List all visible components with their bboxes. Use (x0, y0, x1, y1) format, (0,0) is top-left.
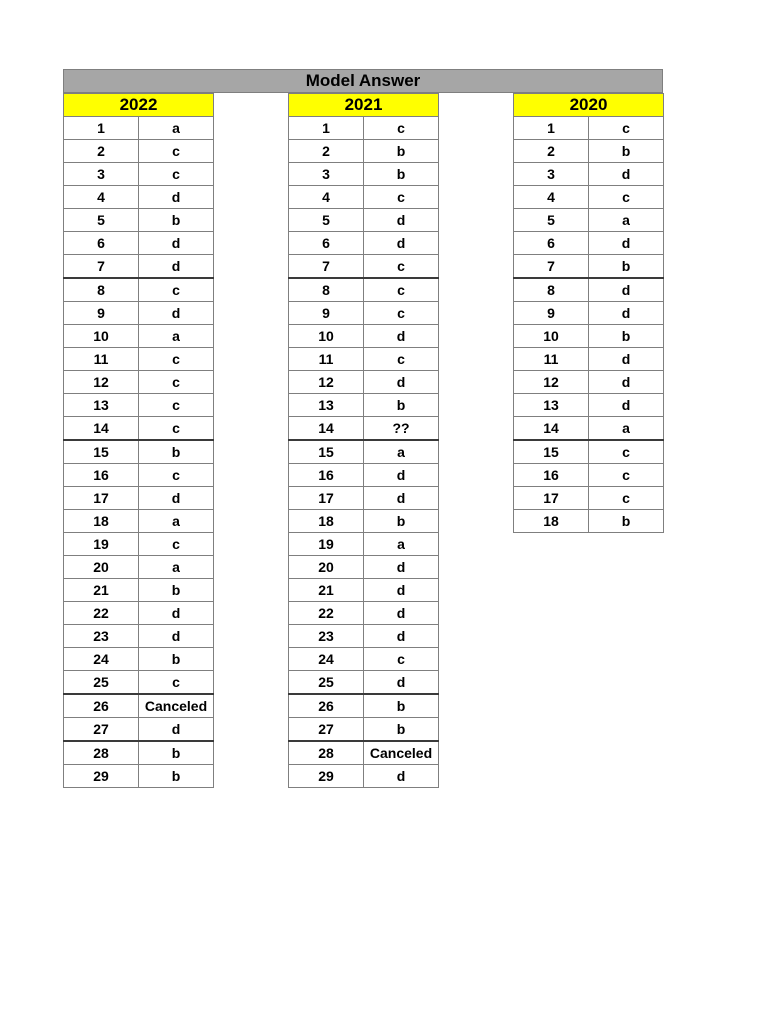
table-row (64, 440, 214, 464)
answer-cell: d (589, 371, 664, 394)
table-row (64, 232, 214, 255)
answer-cell: d (139, 255, 214, 279)
table-row (64, 140, 214, 163)
question-number: 3 (514, 163, 589, 186)
table-row (514, 278, 664, 302)
table-row (289, 117, 439, 140)
question-number: 16 (514, 464, 589, 487)
answer-cell: b (364, 163, 439, 186)
table-row (64, 464, 214, 487)
answer-cell: b (139, 765, 214, 788)
table-row (289, 648, 439, 671)
table-row (64, 117, 214, 140)
question-number: 20 (64, 556, 139, 579)
question-number: 15 (64, 440, 139, 464)
table-row (64, 556, 214, 579)
table-row (514, 186, 664, 209)
table-row (289, 579, 439, 602)
answer-cell: b (589, 255, 664, 279)
table-row (289, 278, 439, 302)
answer-cell: b (139, 209, 214, 232)
table-row (514, 140, 664, 163)
table-row (289, 140, 439, 163)
answer-cell: d (589, 163, 664, 186)
answer-cell: d (589, 394, 664, 417)
answer-cell: b (364, 140, 439, 163)
table-row (64, 209, 214, 232)
table-row (514, 464, 664, 487)
table-row (64, 718, 214, 742)
question-number: 14 (289, 417, 364, 441)
answer-cell: d (364, 625, 439, 648)
question-number: 23 (289, 625, 364, 648)
table-row (514, 510, 664, 533)
table-row (514, 348, 664, 371)
question-number: 11 (289, 348, 364, 371)
answer-cell: d (364, 602, 439, 625)
answer-cell: b (139, 440, 214, 464)
question-number: 4 (64, 186, 139, 209)
table-row (289, 325, 439, 348)
question-number: 11 (514, 348, 589, 371)
answer-cell: a (139, 510, 214, 533)
question-number: 10 (289, 325, 364, 348)
answer-cell: c (364, 278, 439, 302)
answer-cell: c (139, 371, 214, 394)
answer-table-2020 (513, 93, 664, 533)
question-number: 12 (514, 371, 589, 394)
question-number: 15 (289, 440, 364, 464)
answer-cell: c (139, 464, 214, 487)
answer-cell: d (364, 487, 439, 510)
answer-cell: c (139, 394, 214, 417)
answer-cell: b (139, 648, 214, 671)
table-row (289, 487, 439, 510)
answer-cell: b (364, 394, 439, 417)
question-number: 20 (289, 556, 364, 579)
question-number: 16 (64, 464, 139, 487)
year-header: 2022 (64, 94, 214, 117)
answer-cell: c (139, 348, 214, 371)
answer-cell: d (589, 348, 664, 371)
table-row (289, 417, 439, 441)
question-number: 26 (289, 694, 364, 718)
question-number: 17 (514, 487, 589, 510)
table-row (289, 556, 439, 579)
question-number: 27 (64, 718, 139, 742)
question-number: 5 (289, 209, 364, 232)
question-number: 26 (64, 694, 139, 718)
answer-cell: d (139, 232, 214, 255)
question-number: 21 (64, 579, 139, 602)
question-number: 19 (64, 533, 139, 556)
answer-table-2022 (63, 93, 214, 788)
answer-cell: d (364, 209, 439, 232)
table-row (64, 579, 214, 602)
question-number: 7 (514, 255, 589, 279)
question-number: 14 (514, 417, 589, 441)
answer-cell: a (364, 440, 439, 464)
answer-cell: d (364, 579, 439, 602)
table-row (289, 163, 439, 186)
question-number: 29 (64, 765, 139, 788)
question-number: 8 (514, 278, 589, 302)
question-number: 1 (289, 117, 364, 140)
answer-cell: c (364, 117, 439, 140)
question-number: 2 (289, 140, 364, 163)
table-row (514, 302, 664, 325)
table-row (514, 209, 664, 232)
question-number: 28 (289, 741, 364, 765)
answer-cell: d (139, 602, 214, 625)
question-number: 6 (289, 232, 364, 255)
table-row (289, 371, 439, 394)
answer-cell: c (139, 163, 214, 186)
answer-cell: a (364, 533, 439, 556)
answer-cell: c (589, 117, 664, 140)
question-number: 14 (64, 417, 139, 441)
answer-cell: c (139, 671, 214, 695)
question-number: 3 (64, 163, 139, 186)
table-row (514, 232, 664, 255)
table-row (64, 186, 214, 209)
question-number: 2 (64, 140, 139, 163)
question-number: 9 (289, 302, 364, 325)
question-number: 29 (289, 765, 364, 788)
answer-cell: c (139, 417, 214, 441)
answer-cell: d (589, 278, 664, 302)
table-row (64, 302, 214, 325)
table-row (289, 671, 439, 695)
answer-cell: a (589, 417, 664, 441)
answer-cell: c (364, 648, 439, 671)
table-row (64, 255, 214, 279)
question-number: 17 (289, 487, 364, 510)
question-number: 10 (64, 325, 139, 348)
question-number: 5 (64, 209, 139, 232)
question-number: 15 (514, 440, 589, 464)
table-row (289, 440, 439, 464)
answer-cell: d (139, 718, 214, 742)
table-row (289, 602, 439, 625)
question-number: 22 (289, 602, 364, 625)
answer-cell: d (139, 302, 214, 325)
answer-cell: a (139, 117, 214, 140)
question-number: 18 (514, 510, 589, 533)
question-number: 3 (289, 163, 364, 186)
question-number: 22 (64, 602, 139, 625)
answer-cell: c (139, 278, 214, 302)
answer-cell: d (364, 671, 439, 695)
table-row (514, 394, 664, 417)
question-number: 17 (64, 487, 139, 510)
table-row (289, 232, 439, 255)
table-row (289, 741, 439, 765)
answer-table-2021 (288, 93, 439, 788)
table-row (514, 371, 664, 394)
answer-cell: b (589, 140, 664, 163)
answer-cell: d (139, 186, 214, 209)
table-row (64, 533, 214, 556)
question-number: 24 (289, 648, 364, 671)
question-number: 6 (64, 232, 139, 255)
table-row (64, 625, 214, 648)
table-row (289, 625, 439, 648)
answer-cell: b (589, 325, 664, 348)
table-row (64, 417, 214, 441)
answer-cell: b (589, 510, 664, 533)
table-row (64, 602, 214, 625)
answer-cell: a (589, 209, 664, 232)
answer-cell: b (139, 579, 214, 602)
table-row (289, 394, 439, 417)
table-row (64, 741, 214, 765)
sheet-title: Model Answer (63, 69, 663, 93)
question-number: 4 (514, 186, 589, 209)
table-row (64, 671, 214, 695)
question-number: 7 (64, 255, 139, 279)
question-number: 19 (289, 533, 364, 556)
question-number: 2 (514, 140, 589, 163)
answer-cell: c (364, 255, 439, 279)
question-number: 11 (64, 348, 139, 371)
table-row (514, 325, 664, 348)
question-number: 23 (64, 625, 139, 648)
table-row (64, 765, 214, 788)
table-row (289, 464, 439, 487)
question-number: 10 (514, 325, 589, 348)
table-row (514, 417, 664, 441)
question-number: 13 (289, 394, 364, 417)
question-number: 21 (289, 579, 364, 602)
question-number: 24 (64, 648, 139, 671)
answer-cell: Canceled (364, 741, 439, 765)
table-row (289, 694, 439, 718)
answer-cell: c (589, 487, 664, 510)
question-number: 18 (289, 510, 364, 533)
table-row (289, 533, 439, 556)
answer-cell: d (364, 325, 439, 348)
table-row (289, 765, 439, 788)
table-row (289, 302, 439, 325)
question-number: 18 (64, 510, 139, 533)
question-number: 13 (514, 394, 589, 417)
answer-cell: b (364, 718, 439, 742)
table-row (64, 278, 214, 302)
table-row (289, 718, 439, 742)
question-number: 12 (289, 371, 364, 394)
question-number: 4 (289, 186, 364, 209)
question-number: 28 (64, 741, 139, 765)
answer-cell: c (589, 440, 664, 464)
answer-cell: d (139, 625, 214, 648)
question-number: 5 (514, 209, 589, 232)
answer-cell: d (364, 765, 439, 788)
answer-cell: c (139, 140, 214, 163)
table-row (514, 255, 664, 279)
answer-cell: d (364, 556, 439, 579)
question-number: 7 (289, 255, 364, 279)
question-number: 1 (514, 117, 589, 140)
question-number: 25 (64, 671, 139, 695)
answer-cell: b (364, 694, 439, 718)
table-row (64, 163, 214, 186)
table-row (64, 510, 214, 533)
question-number: 12 (64, 371, 139, 394)
answer-cell: b (364, 510, 439, 533)
question-number: 27 (289, 718, 364, 742)
answer-cell: ?? (364, 417, 439, 441)
answer-cell: c (364, 302, 439, 325)
answer-cell: c (589, 186, 664, 209)
answer-cell: d (364, 464, 439, 487)
table-row (514, 117, 664, 140)
table-row (514, 487, 664, 510)
answer-cell: c (139, 533, 214, 556)
answer-cell: c (364, 348, 439, 371)
answer-cell: a (139, 556, 214, 579)
question-number: 8 (64, 278, 139, 302)
table-row (64, 648, 214, 671)
question-number: 9 (514, 302, 589, 325)
question-number: 9 (64, 302, 139, 325)
answer-cell: d (589, 232, 664, 255)
table-row (64, 394, 214, 417)
table-row (64, 325, 214, 348)
answer-cell: d (364, 232, 439, 255)
answer-cell: d (589, 302, 664, 325)
answer-cell: d (364, 371, 439, 394)
question-number: 8 (289, 278, 364, 302)
table-row (64, 348, 214, 371)
table-row (64, 487, 214, 510)
table-row (514, 163, 664, 186)
table-row (289, 209, 439, 232)
answer-cell: Canceled (139, 694, 214, 718)
table-row (289, 348, 439, 371)
year-header: 2020 (514, 94, 664, 117)
question-number: 13 (64, 394, 139, 417)
answer-cell: c (364, 186, 439, 209)
year-header: 2021 (289, 94, 439, 117)
table-row (289, 255, 439, 279)
answer-cell: d (139, 487, 214, 510)
answer-cell: b (139, 741, 214, 765)
question-number: 6 (514, 232, 589, 255)
answer-cell: c (589, 464, 664, 487)
answer-cell: a (139, 325, 214, 348)
question-number: 16 (289, 464, 364, 487)
question-number: 1 (64, 117, 139, 140)
table-row (289, 186, 439, 209)
question-number: 25 (289, 671, 364, 695)
table-row (514, 440, 664, 464)
table-row (64, 371, 214, 394)
table-row (64, 694, 214, 718)
table-row (289, 510, 439, 533)
